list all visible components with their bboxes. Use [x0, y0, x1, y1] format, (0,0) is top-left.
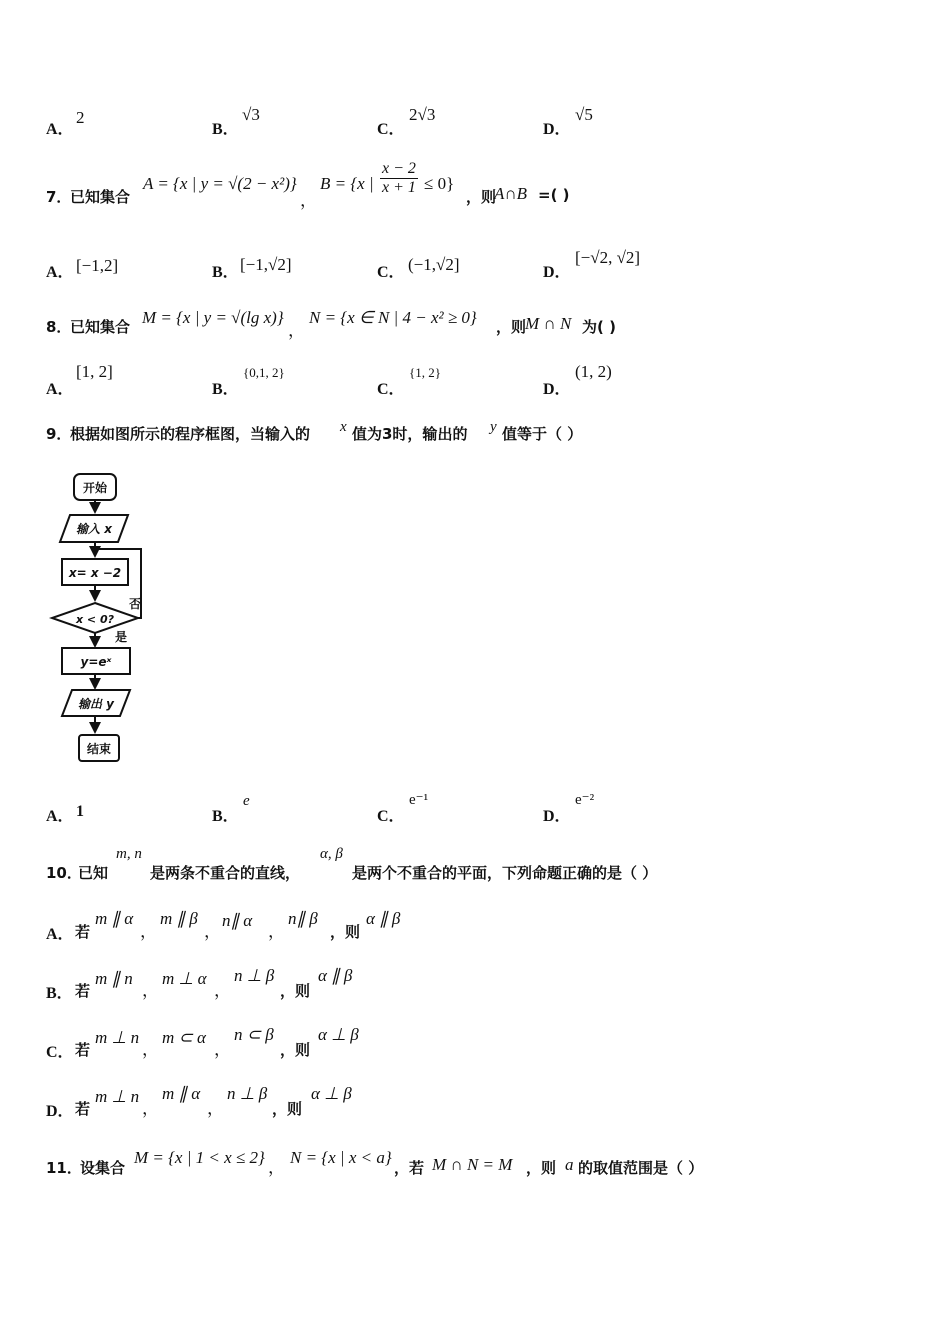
q7-stem-prefix: 已知集合: [70, 188, 131, 206]
q8-option-a-label: A．: [46, 381, 74, 398]
q10-option-b-label: B．: [46, 985, 73, 1002]
comma: ，: [142, 981, 159, 1000]
q6-option-d-label: D．: [543, 121, 571, 138]
q10-option-a-c1: m ∥ α: [95, 909, 134, 928]
comma: ，: [204, 922, 221, 941]
q6-option-b-value: √3: [242, 105, 260, 124]
q8-expr: M ∩ N: [525, 314, 572, 333]
q7-option-b-value: [−1,√2]: [240, 255, 292, 274]
q9-var-y: y: [490, 419, 497, 435]
q7-set-a: A = {x | y = √(2 − x²)}: [143, 174, 297, 193]
q8-option-d-value: (1, 2): [575, 362, 612, 381]
q11-var-a: a: [565, 1155, 574, 1174]
q7-set-b-fraction: [380, 160, 418, 197]
q11-stem-c: ，则: [526, 1159, 557, 1177]
flow-cond-text: x < 0?: [75, 613, 115, 626]
q7-number: 7．: [46, 188, 72, 206]
q6-option-c-label: C．: [377, 121, 405, 138]
flow-input-text: 输入 x: [76, 522, 112, 536]
q10-option-a-c3: n∥ α: [222, 911, 253, 930]
flow-calc-text: y=eˣ: [80, 655, 112, 669]
q11-stem-a: 设集合: [80, 1159, 126, 1177]
q8-option-b-label: B．: [212, 381, 239, 398]
q10-option-a-result: α ∥ β: [366, 909, 401, 928]
q10-option-b-c2: m ⊥ α: [162, 969, 207, 988]
q9-option-a-value: 1: [76, 803, 84, 820]
comma: ，: [214, 981, 231, 1000]
q9-option-a-label: A．: [46, 808, 74, 825]
q10-option-d-c1: m ⊥ n: [95, 1087, 140, 1106]
q8-option-b-value: {0,1, 2}: [243, 365, 285, 380]
q11-set-n: N = {x | x < a}: [290, 1148, 392, 1167]
comma: ，: [268, 1158, 285, 1177]
q9-option-b-value: e: [243, 793, 250, 809]
flow-yes-text: 是: [114, 630, 128, 644]
q7-option-a-value: [−1,2]: [76, 256, 119, 275]
q10-option-b-then: ，则: [280, 982, 311, 1000]
q10-option-a-then: ，则: [330, 923, 361, 941]
q6-option-d-value: √5: [575, 105, 593, 124]
q11-set-m: M = {x | 1 < x ≤ 2}: [134, 1148, 265, 1167]
q8-set-m: M = {x | y = √(lg x)}: [142, 308, 284, 327]
q6-option-a-label: A．: [46, 121, 74, 138]
q7-option-a-label: A．: [46, 264, 74, 281]
q10-option-c-then: ，则: [280, 1041, 311, 1059]
q7-comma: ，: [300, 191, 317, 210]
q10-option-c-label: C．: [46, 1044, 74, 1061]
q9-stem-b: 值为3时，输出的: [352, 425, 468, 443]
q10-option-c-ruo: 若: [75, 1041, 91, 1059]
q10-option-b-c1: m ∥ n: [95, 969, 133, 988]
q10-mn: m, n: [116, 846, 142, 862]
q10-option-a-label: A．: [46, 926, 74, 943]
q7-option-c-label: C．: [377, 264, 405, 281]
q9-flowchart: [48, 468, 160, 768]
q7-option-d-value: [−√2, √2]: [575, 248, 641, 267]
q9-option-d-label: D．: [543, 808, 571, 825]
q9-stem-c: 值等于（ ）: [502, 425, 583, 443]
q7-set-b-numerator: x − 2: [382, 160, 416, 177]
q10-option-d-result: α ⊥ β: [311, 1084, 352, 1103]
flow-end-text: 结束: [86, 742, 112, 756]
q10-option-d-c2: m ∥ α: [162, 1084, 201, 1103]
q6-option-a-value: 2: [76, 108, 85, 127]
q7-paren: =( ): [538, 186, 570, 204]
flow-start-text: 开始: [82, 481, 108, 495]
q10-option-c-c3: n ⊂ β: [234, 1025, 274, 1044]
comma: ，: [142, 1040, 159, 1059]
q10-number: 10．: [46, 864, 82, 882]
q10-option-b-c3: n ⊥ β: [234, 966, 275, 985]
q10-option-d-ruo: 若: [75, 1100, 91, 1118]
q11-stem-b: ，若: [394, 1159, 425, 1177]
q8-paren: 为( ): [582, 318, 616, 336]
q7-expr: A∩B: [494, 184, 528, 203]
q8-comma: ，: [288, 321, 305, 340]
q6-option-c-value: 2√3: [409, 105, 436, 124]
q10-option-d-c3: n ⊥ β: [227, 1084, 268, 1103]
q7-option-d-label: D．: [543, 264, 571, 281]
q9-number: 9．: [46, 425, 72, 443]
q8-number: 8．: [46, 318, 72, 336]
q7-option-b-label: B．: [212, 264, 239, 281]
q10-ab: α, β: [320, 846, 343, 862]
q7-set-b-denominator: x + 1: [382, 179, 416, 196]
q10-option-a-c4: n∥ β: [288, 909, 318, 928]
q8-option-c-value: {1, 2}: [409, 365, 441, 380]
q8-stem-prefix: 已知集合: [70, 318, 131, 336]
q10-stem-c: 是两个不重合的平面，下列命题正确的是（ ）: [352, 864, 658, 882]
q8-stem-suffix: ，则: [496, 318, 527, 336]
flow-assign-text: x= x −2: [68, 566, 122, 580]
q10-option-b-result: α ∥ β: [318, 966, 353, 985]
q7-option-c-value: (−1,√2]: [408, 255, 460, 274]
q10-option-d-label: D．: [46, 1103, 74, 1120]
q10-option-c-c2: m ⊂ α: [162, 1028, 206, 1047]
comma: ，: [140, 922, 157, 941]
q8-option-a-value: [1, 2]: [76, 362, 113, 381]
q7-stem-suffix: ，则: [466, 188, 497, 206]
comma: ，: [142, 1099, 159, 1118]
q11-stem-d: 的取值范围是（ ）: [578, 1159, 704, 1177]
comma: ，: [268, 922, 285, 941]
q6-option-b-label: B．: [212, 121, 239, 138]
q10-stem-a: 已知: [78, 864, 109, 882]
q9-var-x: x: [340, 419, 347, 435]
flow-no-text: 否: [128, 597, 142, 611]
q11-number: 11．: [46, 1159, 82, 1177]
q9-option-c-label: C．: [377, 808, 405, 825]
q10-option-a-ruo: 若: [75, 923, 91, 941]
flow-output-text: 输出 y: [77, 697, 115, 711]
comma: ，: [207, 1099, 224, 1118]
q8-option-d-label: D．: [543, 381, 571, 398]
q7-set-b-suffix: ≤ 0}: [424, 174, 455, 193]
q8-option-c-label: C．: [377, 381, 405, 398]
q10-option-c-c1: m ⊥ n: [95, 1028, 140, 1047]
q9-option-d-value: e⁻²: [575, 792, 595, 808]
comma: ，: [214, 1040, 231, 1059]
q9-option-b-label: B．: [212, 808, 239, 825]
q10-option-c-result: α ⊥ β: [318, 1025, 359, 1044]
q9-option-c-value: e⁻¹: [409, 792, 429, 808]
q10-stem-b: 是两条不重合的直线，: [150, 864, 301, 882]
q8-set-n: N = {x ∈ N | 4 − x² ≥ 0}: [309, 308, 477, 327]
q10-option-b-ruo: 若: [75, 982, 91, 1000]
q9-stem-a: 根据如图所示的程序框图，当输入的: [70, 425, 311, 443]
q7-set-b-prefix: B = {x |: [320, 174, 374, 193]
q11-cond: M ∩ N = M: [432, 1155, 513, 1174]
q10-option-a-c2: m ∥ β: [160, 909, 198, 928]
q10-option-d-then: ，则: [272, 1100, 303, 1118]
